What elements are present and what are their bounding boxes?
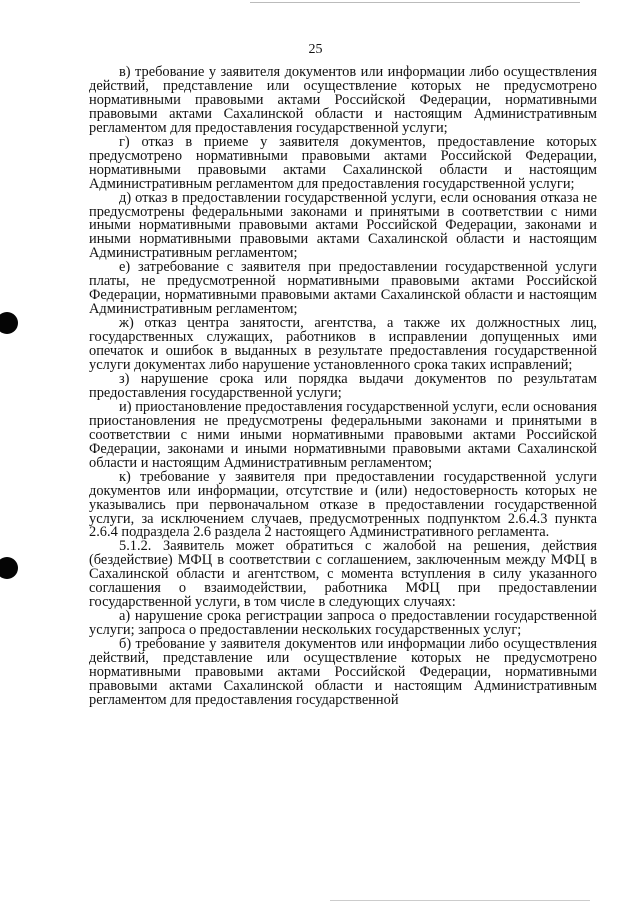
paragraph-item-i: и) приостановление предоставления государственной услуги, если основания приостановления не предусмотрены федеральными законами и принятыми в соответствии с ними иными нормативными правовыми актами Российской Федерации, законами и иными нормативными правовыми актами Сахалинской области и настоящим Административным регламентом; [89, 398, 597, 471]
body-text [89, 66, 597, 708]
paragraph-item-a: а) нарушение срока регистрации запроса о предоставлении государственной услуги; запроса о предоставлении нескольких государственных услуг; [89, 608, 597, 639]
page-number: 25 [308, 42, 323, 57]
paragraph-item-k: к) требование у заявителя при предоставлении государственной услуги документов или информации, отсутствие и (или) недостоверность которых не указывались при первоначальном отказе в предоставлении государственной услуги, за исключением случаев, предусмотренных подпунктом 2.6.4.3 пункта 2.6.4 подраздела 2.6 раздела 2 настоящего Административного регламента. [89, 468, 597, 541]
paragraph-item-g: г) отказ в приеме у заявителя документов, предоставление которых предусмотрено нормативными правовыми актами Российской Федерации, нормативными правовыми актами Сахалинской области и настоящим Административным регламентом для предоставления государственной услуги; [89, 133, 597, 192]
punch-hole [0, 312, 18, 334]
paragraph-item-d: д) отказ в предоставлении государственной услуги, если основания отказа не предусмотрены федеральными законами и принятыми в соответствии с ними иными нормативными правовыми актами Российской Федерации, законами и иными нормативными правовыми актами Сахалинской области и настоящим Административным регламентом; [89, 189, 597, 262]
paragraph-item-zh: ж) отказ центра занятости, агентства, а также их должностных лиц, государственных служащих, работников в исправлении допущенных ими опечаток и ошибок в выданных в результате предоставления государственной услуги документах либо нарушение установленного срока таких исправлений; [89, 315, 597, 374]
scan-edge-line [250, 2, 580, 3]
scan-edge-line [330, 900, 590, 901]
paragraph-item-e: е) затребование с заявителя при предоставлении государственной услуги платы, не предусмотренной нормативными правовыми актами Российской Федерации, нормативными правовыми актами Сахалинской области и настоящим Административным регламентом; [89, 259, 597, 318]
paragraph-item-v: в) требование у заявителя документов или информации либо осуществления действий, представление или осуществление которых не предусмотрено нормативными правовыми актами Российской Федерации, нормативными правовыми актами Сахалинской области и настоящим Административным регламентом для предоставления государственной услуги; [89, 64, 597, 136]
punch-hole [0, 557, 18, 579]
paragraph-section-5-1-2: 5.1.2. Заявитель может обратиться с жалобой на решения, действия (бездействие) МФЦ в соответствии с соглашением, заключенным между МФЦ в Сахалинской области и агентством, с момента вступления в силу указанного соглашения о взаимодействии, работника МФЦ при предоставлении государственной услуги, в том числе в следующих случаях: [89, 538, 597, 611]
paragraph-item-z: з) нарушение срока или порядка выдачи документов по результатам предоставления государственной услуги; [89, 370, 597, 401]
paragraph-item-b: б) требование у заявителя документов или информации либо осуществления действий, представление или осуществление которых не предусмотрено нормативными правовыми актами Российской Федерации, нормативными правовыми актами Сахалинской области и настоящим Административным регламентом для предоставления государственной [89, 636, 597, 708]
